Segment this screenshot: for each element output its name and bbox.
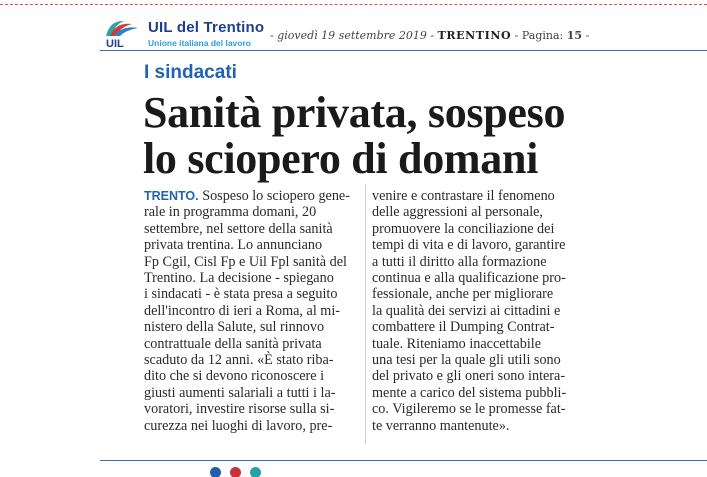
body-line: i sindacati - è stata presa a seguito [144, 286, 338, 303]
issue-meta [270, 29, 700, 42]
body-line: combattere il Dumping Contrat- [372, 319, 555, 336]
footer-dot-icon [250, 467, 261, 477]
page-number: 15 [566, 29, 583, 42]
org-name: UIL del Trentino [148, 19, 265, 36]
footer-dots [210, 467, 265, 477]
body-line: a tutti il diritto alla formazione [372, 253, 547, 270]
issue-date: - giovedì 19 settembre 2019 - [270, 29, 435, 42]
body-line: promuovere la conciliazione dei [372, 220, 555, 237]
body-line: la qualità dei servizi ai cittadini e [372, 302, 561, 319]
footer-dot-icon [210, 467, 221, 477]
footer-divider [100, 460, 707, 461]
body-line: delle aggressioni al personale, [372, 204, 543, 221]
uil-logo [100, 16, 144, 50]
org-subtitle: Unione italiana del lavoro [148, 38, 251, 48]
newspaper-name: TRENTINO [437, 29, 512, 42]
body-line: dell'incontro di ieri a Roma, al mi- [144, 302, 341, 319]
column-divider [365, 184, 366, 444]
body-line: nistero della Salute, sul rinnovo [144, 319, 325, 336]
article-kicker: I sindacati [144, 62, 237, 83]
body-line: tuale. Riteniamo inaccettabile [372, 335, 541, 352]
body-column-2 [372, 188, 586, 434]
dateline: TRENTO. [144, 189, 199, 203]
body-line: Trentino. La decisione - spiegano [144, 270, 334, 287]
body-line: scaduto da 12 anni. «È stato riba- [144, 352, 334, 369]
article-headline [143, 90, 703, 182]
footer-dot-icon [230, 467, 241, 477]
body-line: fessionale, anche per migliorare [372, 286, 554, 303]
headline-line-1: Sanità privata, sospeso [143, 88, 566, 137]
logo-text: UIL [106, 38, 124, 50]
body-line: una tesi per la quale gli utili sono [372, 352, 561, 369]
page-header [100, 16, 700, 52]
page-suffix: - [585, 29, 590, 42]
headline-line-2: lo sciopero di domani [143, 134, 539, 183]
body-line: curezza nei luoghi di lavoro, pre- [144, 417, 333, 434]
body-line [144, 188, 358, 204]
body-line: rale in programma domani, 20 [144, 204, 317, 221]
body-line: te verranno mantenute». [372, 417, 510, 434]
body-line: continua e alla qualificazione pro- [372, 270, 566, 287]
body-line: contrattuale della sanità privata [144, 335, 322, 352]
body-line: settembre, nel settore della sanità [144, 220, 333, 237]
header-divider [100, 50, 707, 51]
body-line: Fp Cgil, Cisl Fp e Uil Fpl sanità del [144, 253, 347, 270]
page-label: - Pagina: [514, 29, 564, 42]
body-column-1 [144, 188, 358, 434]
body-line: tempi di vita e di lavoro, garantire [372, 237, 566, 254]
body-line: del privato e gli oneri sono intera- [372, 368, 566, 385]
body-first-line: Sospeso lo sciopero gene- [198, 188, 350, 204]
body-line: dito che si devono riconoscere i [144, 368, 325, 385]
body-line: co. Vigileremo se le promesse fat- [372, 401, 566, 418]
body-line: giusti aumenti salariali a tutti i la- [144, 384, 336, 401]
body-line: voratori, investire risorse sulla si- [144, 401, 335, 418]
body-line: privata trentina. Lo annunciano [144, 237, 323, 254]
body-line: venire e contrastare il fenomeno [372, 188, 555, 204]
top-decorative-rule [0, 0, 707, 5]
body-line: mente a carico del sistema pubbli- [372, 384, 567, 401]
